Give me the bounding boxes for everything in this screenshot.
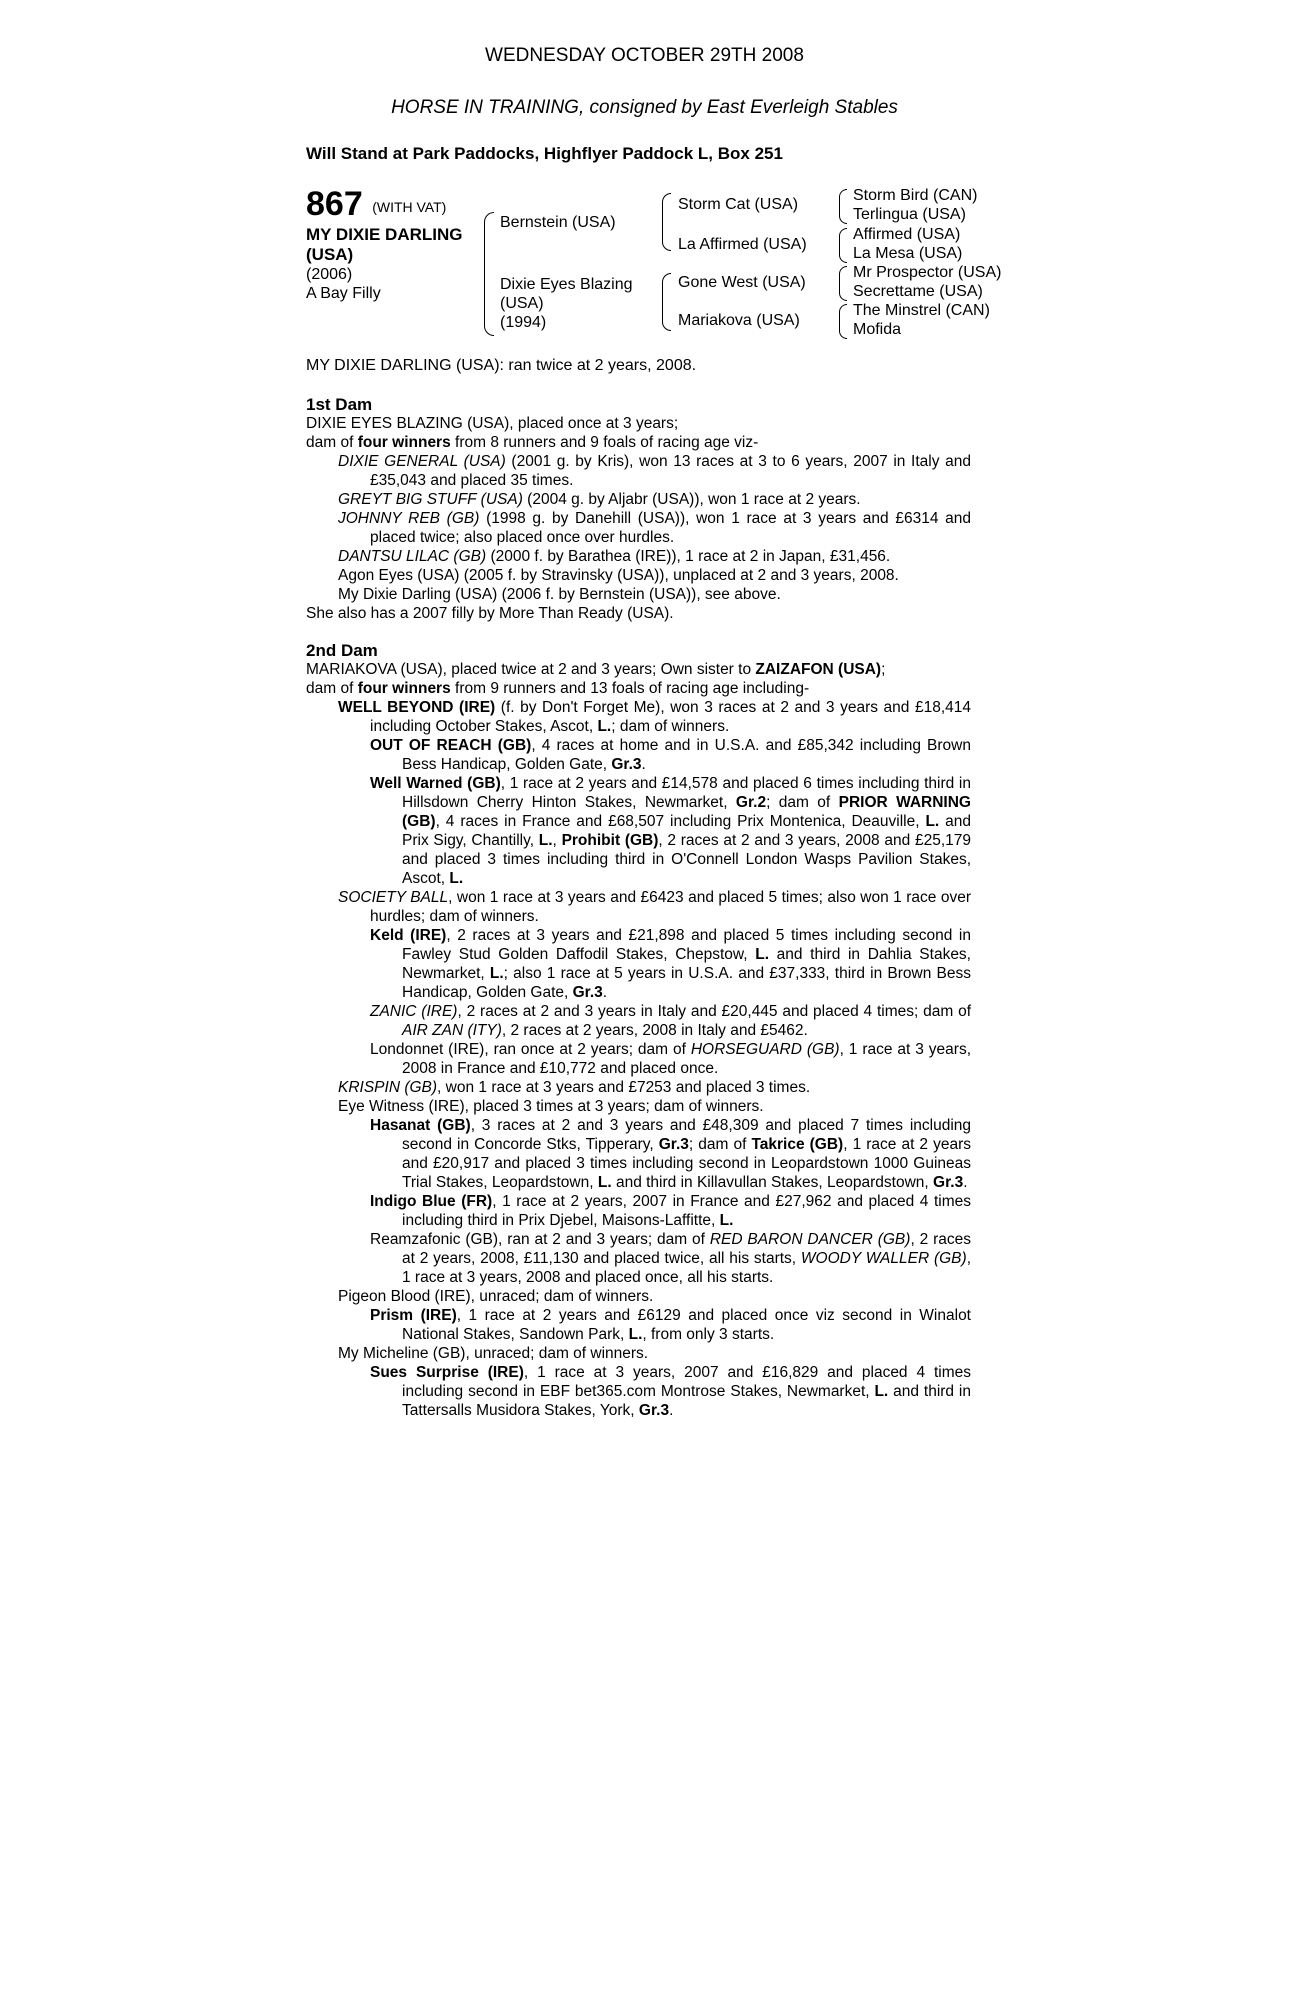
- produce-entry: Well Warned (GB), 1 race at 2 years and £14,578 and placed 6 times including third in Hillsdown Cherry Hinton Stakes, Newmarket, Gr.2; dam of PRIOR WARNING (GB), 4 races in France and £68,507 including Prix Montenica, Deauville, L. and Prix Sigy, Chantilly, L., Prohibit (GB), 2 races at 2 and 3 years, 2008 and £25,179 and placed 3 times including third in O'Connell London Wasps Pavilion Stakes, Ascot, L.: [370, 775, 971, 887]
- pedigree-brace-g4: [839, 304, 847, 339]
- pedigree-dds: The Minstrel (CAN): [853, 302, 990, 319]
- produce-entry: Hasanat (GB), 3 races at 2 and 3 years and £48,309 and placed 7 times including second in Concorde Stks, Tipperary, Gr.3; dam of Takrice (GB), 1 race at 2 years and £20,917 and placed 3 times including second in Leopardstown 1000 Guineas Trial Stakes, Leopardstown, L. and third in Killavullan Stakes, Leopardstown, Gr.3.: [370, 1117, 971, 1191]
- pedigree-dsd: Secrettame (USA): [853, 283, 983, 300]
- pedigree-sire-sire: Storm Cat (USA): [678, 196, 799, 213]
- produce-entry: Agon Eyes (USA) (2005 f. by Stravinsky (USA)), unplaced at 2 and 3 years, 2008.: [338, 567, 899, 584]
- produce-entry: KRISPIN (GB), won 1 race at 3 years and £7253 and placed 3 times.: [338, 1079, 811, 1096]
- race-record: MY DIXIE DARLING (USA): ran twice at 2 years, 2008.: [306, 357, 697, 374]
- horse-name: MY DIXIE DARLING: [306, 225, 463, 244]
- pedigree-dam-year: (1994): [500, 314, 547, 331]
- produce-entry: Prism (IRE), 1 race at 2 years and £6129 and placed once viz second in Winalot National Stakes, Sandown Park, L., from only 3 starts.: [370, 1307, 971, 1343]
- produce-entry: My Micheline (GB), unraced; dam of winners.: [338, 1345, 649, 1362]
- pedigree-ssd: Terlingua (USA): [853, 206, 966, 223]
- produce-entry: Indigo Blue (FR), 1 race at 2 years, 2007 in France and £27,962 and placed 4 times including third in Prix Djebel, Maisons-Laffitte, L.: [370, 1193, 971, 1229]
- produce-entry: Sues Surprise (IRE), 1 race at 3 years, 2007 and £16,829 and placed 4 times including second in EBF bet365.com Montrose Stakes, Newmarket, L. and third in Tattersalls Musidora Stakes, York, Gr.3.: [370, 1364, 971, 1419]
- vat-note: (WITH VAT): [372, 199, 447, 215]
- pedigree-brace-g3: [839, 266, 847, 301]
- produce-entry: WELL BEYOND (IRE) (f. by Don't Forget Me), won 3 races at 2 and 3 years and £18,414 including October Stakes, Ascot, L.; dam of winners.: [338, 699, 971, 735]
- pedigree-sss: Storm Bird (CAN): [853, 187, 978, 204]
- pedigree-sdd: La Mesa (USA): [853, 245, 963, 262]
- lot-number: 867: [306, 185, 363, 223]
- produce-entry: DANTSU LILAC (GB) (2000 f. by Barathea (IRE)), 1 race at 2 in Japan, £31,456.: [338, 548, 891, 565]
- second-dam-heading: 2nd Dam: [306, 641, 378, 660]
- foaling-year: (2006): [306, 266, 353, 283]
- produce-entry: Pigeon Blood (IRE), unraced; dam of winners.: [338, 1288, 654, 1305]
- catalogue-body: [306, 395, 971, 1420]
- produce-entry: My Dixie Darling (USA) (2006 f. by Bernstein (USA)), see above.: [338, 586, 781, 603]
- produce-entry: Reamzafonic (GB), ran at 2 and 3 years; dam of RED BARON DANCER (GB), 2 races at 2 years, 2008, £11,130 and placed twice, all his starts, WOODY WALLER (GB), 1 race at 3 years, 2008 and placed once, all his starts.: [370, 1231, 971, 1286]
- produce-entry: SOCIETY BALL, won 1 race at 3 years and £6423 and placed 5 times; also won 1 race over hurdles; dam of winners.: [338, 889, 971, 925]
- produce-entry: ZANIC (IRE), 2 races at 2 and 3 years in Italy and £20,445 and placed 4 times; dam of AIR ZAN (ITY), 2 races at 2 years, 2008 in Italy and £5462.: [370, 1003, 971, 1039]
- horse-description: A Bay Filly: [306, 285, 381, 302]
- produce-entry: JOHNNY REB (GB) (1998 g. by Danehill (USA)), won 1 race at 3 years and £6314 and placed twice; also placed once over hurdles.: [338, 510, 971, 546]
- pedigree-dam-dam: Mariakova (USA): [678, 312, 800, 329]
- first-dam-line: DIXIE EYES BLAZING (USA), placed once at 3 years;: [306, 415, 679, 432]
- produce-entry: GREYT BIG STUFF (USA) (2004 g. by Aljabr (USA)), won 1 race at 2 years.: [338, 491, 861, 508]
- lot-summary: [306, 186, 486, 303]
- consignment-line: HORSE IN TRAINING, consigned by East Everleigh Stables: [391, 97, 898, 118]
- produce-entry: OUT OF REACH (GB), 4 races at home and in U.S.A. and £85,342 including Brown Bess Handicap, Golden Gate, Gr.3.: [370, 737, 971, 773]
- stable-location: Will Stand at Park Paddocks, Highflyer Paddock L, Box 251: [306, 144, 783, 163]
- produce-entry: Eye Witness (IRE), placed 3 times at 3 years; dam of winners.: [338, 1098, 764, 1115]
- pedigree-dam-sire: Gone West (USA): [678, 274, 806, 291]
- pedigree-brace-sire: [662, 193, 671, 251]
- first-dam-heading: 1st Dam: [306, 395, 373, 414]
- lot-number-line: [306, 186, 486, 225]
- pedigree-brace-main: [484, 212, 494, 336]
- pedigree-sire-dam: La Affirmed (USA): [678, 236, 807, 253]
- pedigree-sds: Affirmed (USA): [853, 226, 961, 243]
- horse-country: (USA): [306, 245, 354, 264]
- produce-note: She also has a 2007 filly by More Than Ready (USA).: [306, 605, 674, 622]
- produce-entry: Londonnet (IRE), ran once at 2 years; dam of HORSEGUARD (GB), 1 race at 3 years, 2008 in France and £10,772 and placed once.: [370, 1041, 971, 1077]
- pedigree-brace-g1: [839, 189, 847, 224]
- pedigree-sire: Bernstein (USA): [500, 214, 616, 231]
- pedigree-dam-country: (USA): [500, 295, 544, 312]
- sale-date: WEDNESDAY OCTOBER 29TH 2008: [485, 45, 804, 66]
- pedigree-dss: Mr Prospector (USA): [853, 264, 1002, 281]
- produce-entry: DIXIE GENERAL (USA) (2001 g. by Kris), won 13 races at 3 to 6 years, 2007 in Italy and £35,043 and placed 35 times.: [338, 453, 971, 489]
- pedigree-brace-dam: [662, 273, 671, 331]
- produce-entry: Keld (IRE), 2 races at 3 years and £21,898 and placed 5 times including second in Fawley Stud Golden Daffodil Stakes, Chepstow, L. and third in Dahlia Stakes, Newmarket, L.; also 1 race at 5 years in U.S.A. and £37,333, third in Brown Bess Handicap, Golden Gate, Gr.3.: [370, 927, 971, 1001]
- pedigree-ddd: Mofida: [853, 321, 902, 338]
- second-dam-produce-summary: dam of four winners from 9 runners and 13 foals of racing age including-: [306, 680, 810, 697]
- first-dam-produce-summary: dam of four winners from 8 runners and 9 foals of racing age viz-: [306, 434, 759, 451]
- pedigree-brace-g2: [839, 228, 847, 263]
- pedigree-dam-name: Dixie Eyes Blazing: [500, 276, 633, 293]
- second-dam-line: MARIAKOVA (USA), placed twice at 2 and 3 years; Own sister to ZAIZAFON (USA);: [306, 661, 886, 678]
